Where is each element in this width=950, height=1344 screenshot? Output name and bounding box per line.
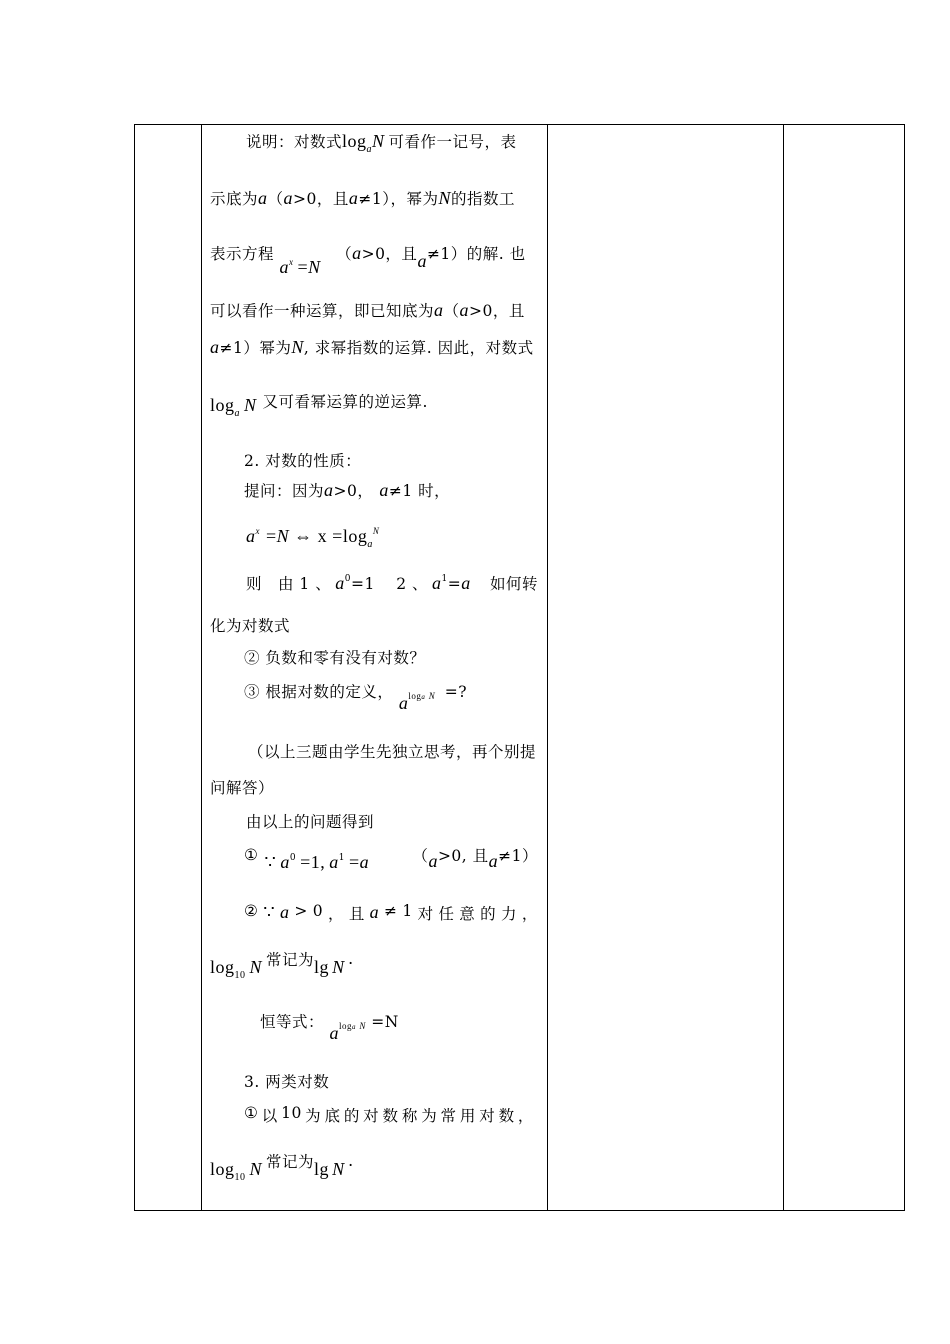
explain-line-6: $\log_a N$ 又可看幂运算的逆运算.: [210, 393, 428, 419]
section-3-heading: 3. 两类对数: [244, 1073, 330, 1091]
equivalence-formula: $a^x =N$ ⇔ $x =\log_a^N$: [246, 526, 380, 550]
identity-line: 恒等式： $a^{loga N} =N$: [260, 1013, 399, 1043]
explain-line-3: 表示方程 $a^x =N$ （a>0，且a≠1）的解. 也: [210, 243, 526, 277]
negative-question: ② 负数和零有没有对数？: [244, 649, 426, 667]
explain-line-1: 说明：对数式$\log_aN$ 可看作一记号，表: [246, 131, 517, 155]
column-divider: [783, 125, 784, 1210]
definition-question: ③ 根据对数的定义， $a^{loga N}$ =?: [244, 683, 468, 713]
result-1: ① ∵ $a^0 =1$, $a^1 =a$ （a>0, 且a≠1）: [244, 846, 538, 872]
teacher-note-cont: 问解答）: [210, 779, 275, 797]
common-log-notation-2: $\log_{10} N$ 常记为lg N ·: [210, 1153, 355, 1183]
explain-line-2: 示底为a（a>0，且a≠1），幂为N的指数工: [210, 188, 516, 208]
column-divider: [547, 125, 548, 1210]
explain-line-4: 可以看作一种运算，即已知底为a（a>0，且: [210, 300, 525, 320]
column-divider: [201, 125, 202, 1210]
teacher-note: （以上三题由学生先独立思考，再个别提: [248, 743, 537, 761]
derive-line: 由以上的问题得到: [246, 813, 375, 831]
result-2: ② ∵ a > 0 ， 且 a ≠ 1 对 任 意 的 力 ，: [244, 902, 538, 923]
question-line: 提问：因为a>0， a≠1 时，: [244, 480, 451, 500]
common-log-definition: ① 以 10 为 底 的 对 数 称 为 常 用 对 数 ，: [244, 1104, 534, 1125]
common-log-notation: $\log_{10} N$ 常记为lg N ·: [210, 951, 355, 981]
convert-question-cont: 化为对数式: [210, 617, 291, 635]
section-2-heading: 2. 对数的性质：: [244, 452, 362, 470]
lesson-content: [210, 124, 542, 1211]
convert-question: 则 由 1 、 $a^0=1$ 2 、 $a^1=a$ 如何转: [246, 573, 538, 593]
explain-line-5: a≠1）幂为N, 求幂指数的运算. 因此，对数式: [210, 337, 534, 357]
